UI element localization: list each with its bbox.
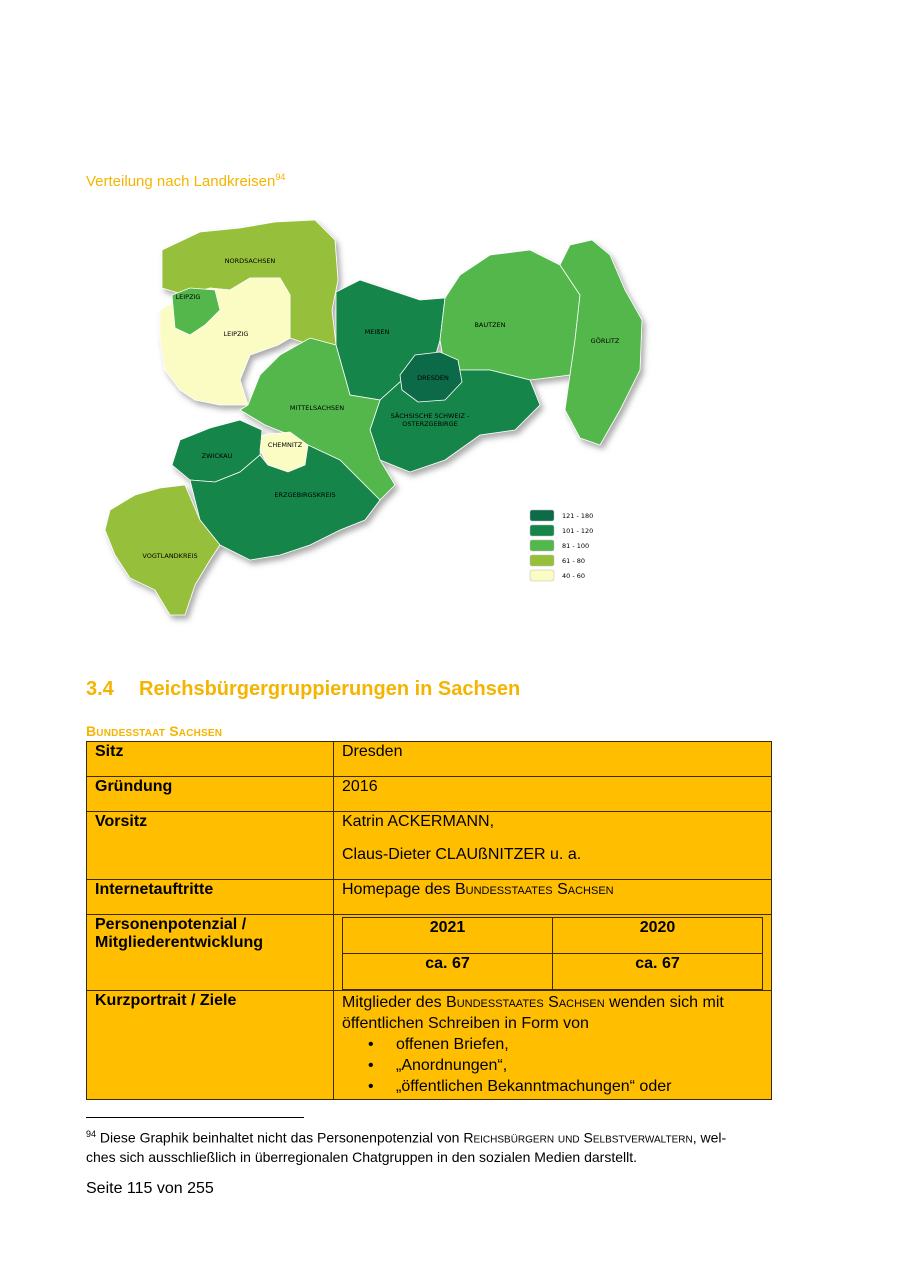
internet-value: Homepage des Bundesstaates Sachsen <box>334 880 772 915</box>
vorsitz-value <box>334 812 772 880</box>
legend-swatch <box>530 510 554 521</box>
region-bautzen <box>440 250 580 380</box>
personen-label: Personenpotenzial / Mitgliederentwicklung <box>87 915 334 991</box>
table-row <box>87 915 772 991</box>
legend-label: 101 - 120 <box>562 527 594 535</box>
legend-swatch <box>530 570 554 581</box>
legend-label: 81 - 100 <box>562 542 590 550</box>
region-label: BAUTZEN <box>474 321 506 329</box>
kurz-value: Mitglieder des Bundesstaates Sachsen wenden sich mit öffentlichen Schreiben in Form von • offenen Briefen, • „Anordnungen“, • „öffentlichen Bekanntmachungen“ oder <box>334 991 772 1100</box>
legend-label: 121 - 180 <box>562 512 594 520</box>
personen-value <box>334 915 772 991</box>
region-label: LEIPZIG <box>175 293 201 301</box>
footnote: $^{94}$ Diese Graphik beinhaltet nicht das Personenpotenzial von Reichsbürgern und Selbstverwaltern, wel- ches sich ausschließlich in überregionalen Chatgruppen in den sozialen Medien darstellt. <box>86 1129 727 1165</box>
gruendung-label: Gründung <box>87 777 334 812</box>
region-label: ERZGEBIRGSKREIS <box>274 491 336 499</box>
legend-label: 40 - 60 <box>562 572 586 580</box>
vorsitz-label: Vorsitz <box>87 812 334 880</box>
table-row <box>87 880 772 915</box>
group-name: Bundesstaat Sachsen <box>86 723 223 739</box>
legend-swatch <box>530 540 554 551</box>
region-label: VOGTLANDKREIS <box>142 552 198 560</box>
footnote-divider <box>86 1117 304 1118</box>
homepage-name: Bundesstaates Sachsen <box>454 881 614 898</box>
count-cell: ca. 67 <box>553 954 763 990</box>
legend-swatch <box>530 555 554 566</box>
region-label: OSTERZGEBIRGE <box>402 420 458 428</box>
section-heading: 3.4 Reichsbürgergruppierungen in Sachsen <box>86 678 521 700</box>
table-row <box>87 991 772 1100</box>
region-label: LEIPZIG <box>223 330 249 338</box>
figure-caption: Verteilung nach Landkreisen$^{94}$ <box>86 172 286 190</box>
region-label: CHEMNITZ <box>267 441 303 449</box>
footnote-reference: 94 <box>275 172 286 182</box>
table-row <box>87 812 772 880</box>
goals-list <box>342 1034 763 1097</box>
page-number: Seite 115 von 255 <box>86 1180 214 1197</box>
table-row <box>87 742 772 777</box>
region-label: GÖRLITZ <box>590 337 620 345</box>
sitz-value: Dresden <box>334 742 772 777</box>
count-cell: ca. 67 <box>343 954 553 990</box>
member-count-table <box>342 917 763 990</box>
table-row <box>87 777 772 812</box>
vorsitz-line: Claus-Dieter CLAUßNITZER u. a. <box>342 846 582 863</box>
sitz-label: Sitz <box>87 742 334 777</box>
region-label: MEIßEN <box>364 328 390 336</box>
region-label: MITTELSACHSEN <box>289 404 345 412</box>
vorsitz-line: Katrin ACKERMANN, <box>342 813 495 830</box>
kurz-label: Kurzportrait / Ziele <box>87 991 334 1100</box>
legend-label: 61 - 80 <box>562 557 586 565</box>
year-cell: 2021 <box>343 918 553 954</box>
region-label: NORDSACHSEN <box>224 257 276 265</box>
legend-swatch <box>530 525 554 536</box>
list-item: • offenen Briefen, <box>396 1034 763 1055</box>
list-item: • „Anordnungen“, <box>396 1055 763 1076</box>
internet-label: Internetauftritte <box>87 880 334 915</box>
region-label: DRESDEN <box>417 374 449 382</box>
gruendung-value: 2016 <box>334 777 772 812</box>
info-table <box>86 741 772 1100</box>
saxony-district-map <box>100 210 660 640</box>
list-item: • „öffentlichen Bekanntmachungen“ oder <box>396 1076 763 1097</box>
region-label: ZWICKAU <box>201 452 233 460</box>
year-cell: 2020 <box>553 918 763 954</box>
region-label: SÄCHSISCHE SCHWEIZ - <box>390 412 470 420</box>
